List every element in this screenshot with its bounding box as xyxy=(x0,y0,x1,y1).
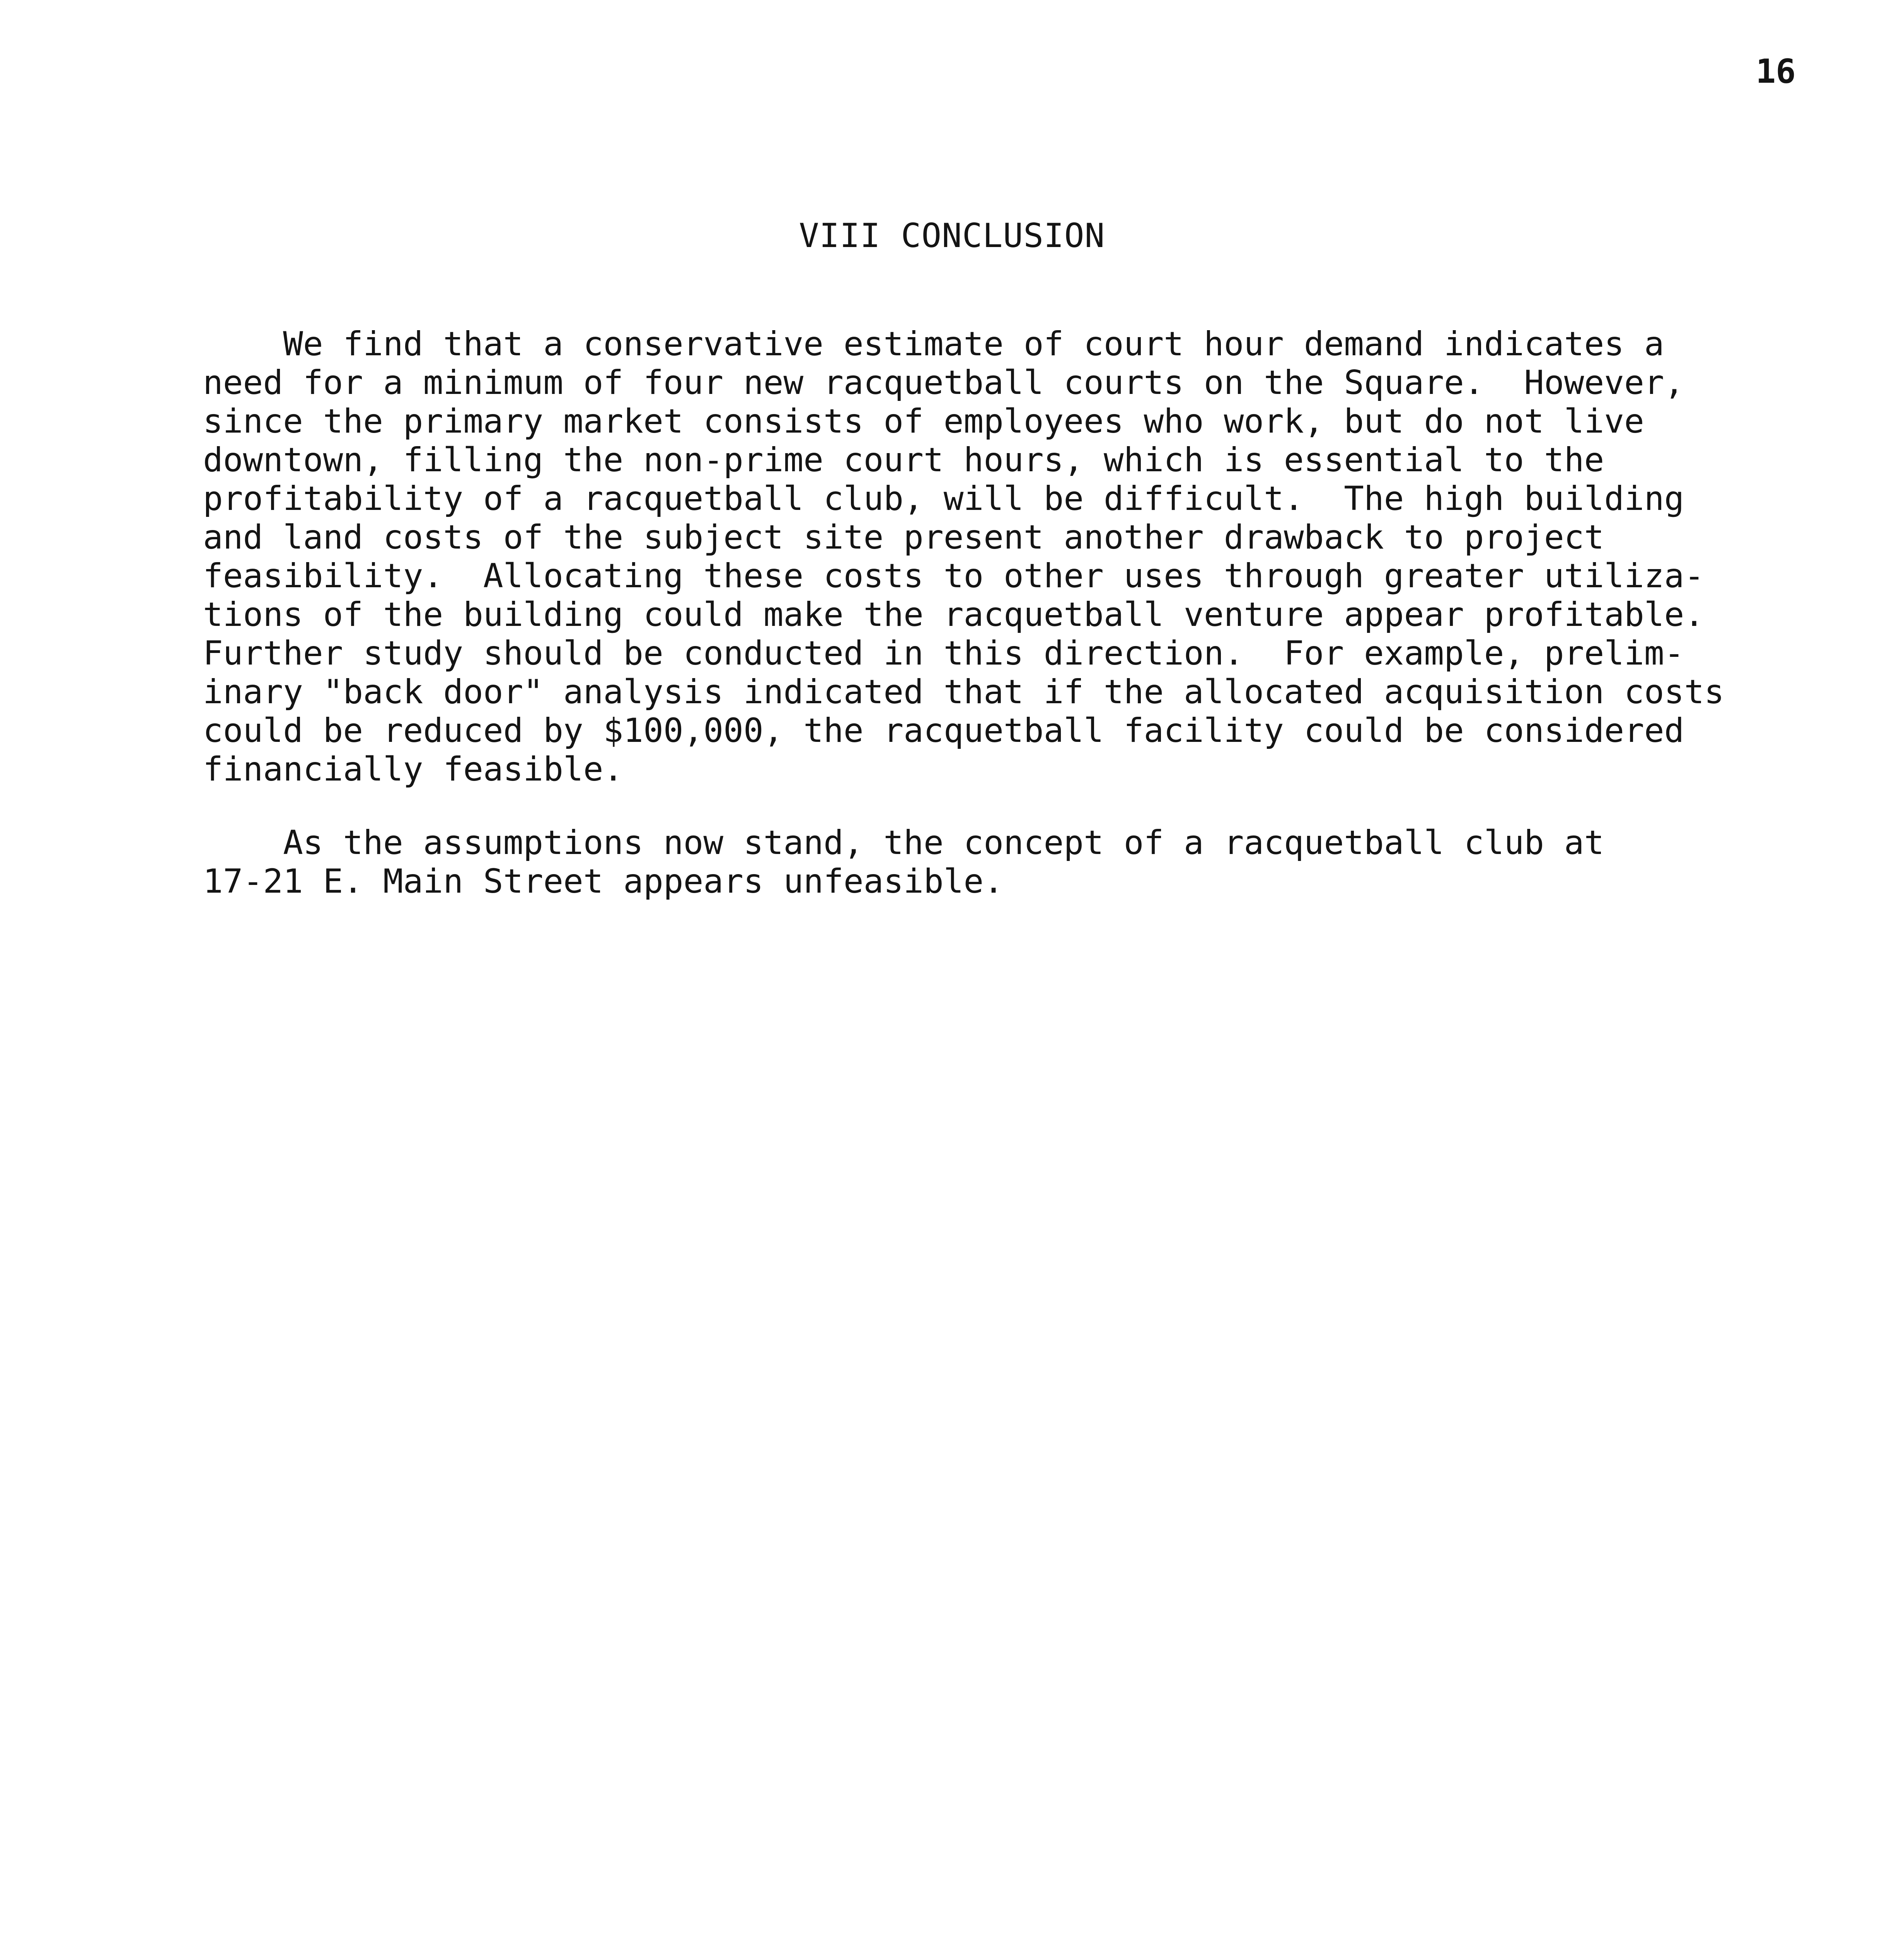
paragraph-line: tions of the building could make the racquetball venture appear profitable. xyxy=(203,595,1705,634)
section-heading: VIII CONCLUSION xyxy=(799,216,1105,255)
paragraph-line: could be reduced by $100,000, the racquetball facility could be considered xyxy=(203,711,1684,750)
paragraph-line: downtown, filling the non-prime court hours, which is essential to the xyxy=(203,441,1604,479)
paragraph-line: feasibility. Allocating these costs to other uses through greater utiliza- xyxy=(203,557,1705,595)
paragraph-line: and land costs of the subject site present another drawback to project xyxy=(203,518,1604,557)
paragraph-line: need for a minimum of four new racquetball courts on the Square. However, xyxy=(203,363,1684,402)
conclusion-paragraph-2 xyxy=(203,823,1757,901)
conclusion-paragraph-1 xyxy=(203,325,1757,789)
paragraph-line: inary "back door" analysis indicated that if the allocated acquisition costs xyxy=(203,673,1725,711)
page-number: 16 xyxy=(1756,52,1796,91)
paragraph-line: financially feasible. xyxy=(203,750,624,789)
paragraph-line: Further study should be conducted in this direction. For example, prelim- xyxy=(203,634,1684,673)
paragraph-line: We find that a conservative estimate of court hour demand indicates a xyxy=(203,325,1664,363)
paragraph-line: profitability of a racquetball club, will be difficult. The high building xyxy=(203,479,1684,518)
paragraph-line: As the assumptions now stand, the concept of a racquetball club at xyxy=(203,823,1604,862)
paragraph-line: since the primary market consists of employees who work, but do not live xyxy=(203,402,1644,441)
paragraph-line: 17-21 E. Main Street appears unfeasible. xyxy=(203,862,1004,901)
